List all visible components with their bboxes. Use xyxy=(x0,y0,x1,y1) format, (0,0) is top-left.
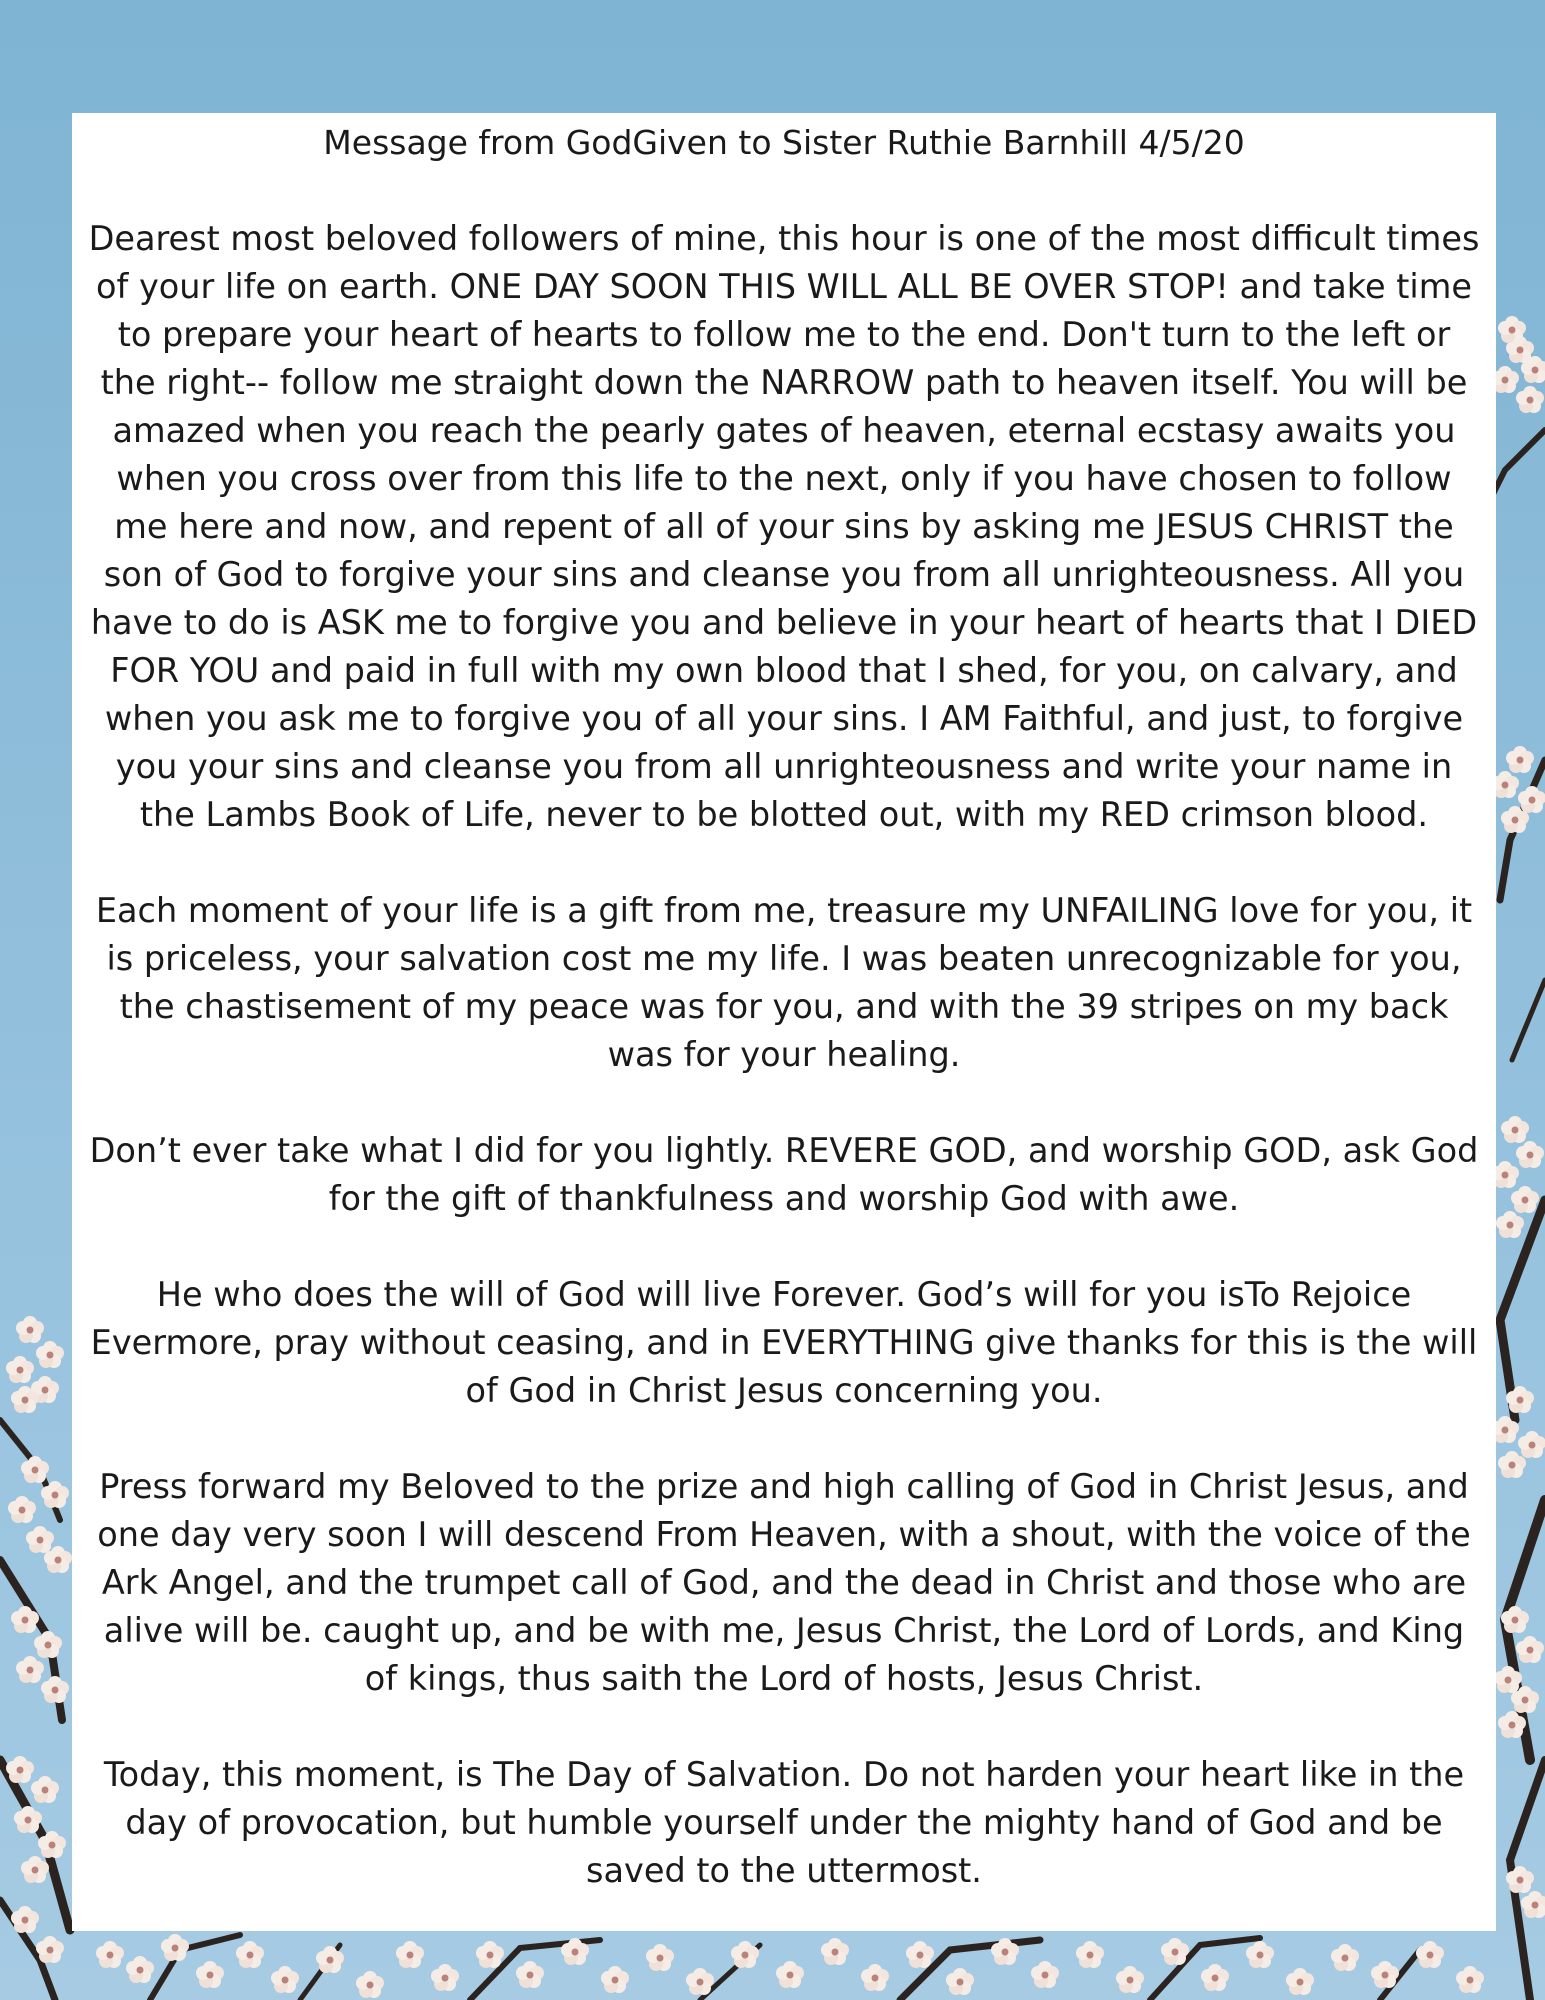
left-blossoms xyxy=(6,1316,72,1963)
message-page xyxy=(72,113,1496,1931)
right-blossoms xyxy=(1491,316,1545,1918)
bottom-blossoms xyxy=(96,1934,1484,1998)
paragraph-4: He who does the will of God will live Forever. God’s will for you isTo Rejoice Evermore, pray without ceasing, and in EVERYTHING give thanks for this is the will of God in Christ Jesus concerning you. xyxy=(90,1275,1478,1410)
paragraph-6: Today, this moment, is The Day of Salvation. Do not harden your heart like in the day of provocation, but humble yourself under the mighty hand of God and be saved to the uttermost. xyxy=(103,1755,1465,1890)
paragraph-1: Dearest most beloved followers of mine, this hour is one of the most difficult times of your life on earth. ONE DAY SOON THIS WILL ALL BE OVER STOP! and take time to prepare your heart of hearts to follow me to the end. Don't turn to the left or the right-- follow me straight down the NARROW path to heaven itself. You will be amazed when you reach the pearly gates of heaven, eternal ecstasy awaits you when you cross over from this life to the next, only if you have chosen to follow me here and now, and repent of all of your sins by asking me JESUS CHRIST the son of God to forgive your sins and cleanse you from all unrighteousness. All you have to do is ASK me to forgive you and believe in your heart of hearts that I DIED FOR YOU and paid in full with my own blood that I shed, for you, on calvary, and when you ask me to forgive you of all your sins. I AM Faithful, and just, to forgive you your sins and cleanse you from all unrighteousness and write your name in the Lambs Book of Life, never to be blotted out, with my RED crimson blood. xyxy=(88,219,1480,834)
paragraph-3: Don’t ever take what I did for you lightly. REVERE GOD, and worship GOD, ask God for the gift of thankfulness and worship God with awe. xyxy=(89,1131,1479,1218)
paragraph-2: Each moment of your life is a gift from me, treasure my UNFAILING love for you, it is priceless, your salvation cost me my life. I was beaten unrecognizable for you, the chastisement of my peace was for you, and with the 39 stripes on my back was for your healing. xyxy=(95,891,1473,1074)
paragraph-5: Press forward my Beloved to the prize and high calling of God in Christ Jesus, and one day very soon I will descend From Heaven, with a shout, with the voice of the Ark Angel, and the trumpet call of God, and the dead in Christ and those who are alive will be. caught up, and be with me, Jesus Christ, the Lord of Lords, and King of kings, thus saith the Lord of hosts, Jesus Christ. xyxy=(97,1467,1471,1698)
message-heading: Message from GodGiven to Sister Ruthie Barnhill 4/5/20 xyxy=(323,123,1245,162)
